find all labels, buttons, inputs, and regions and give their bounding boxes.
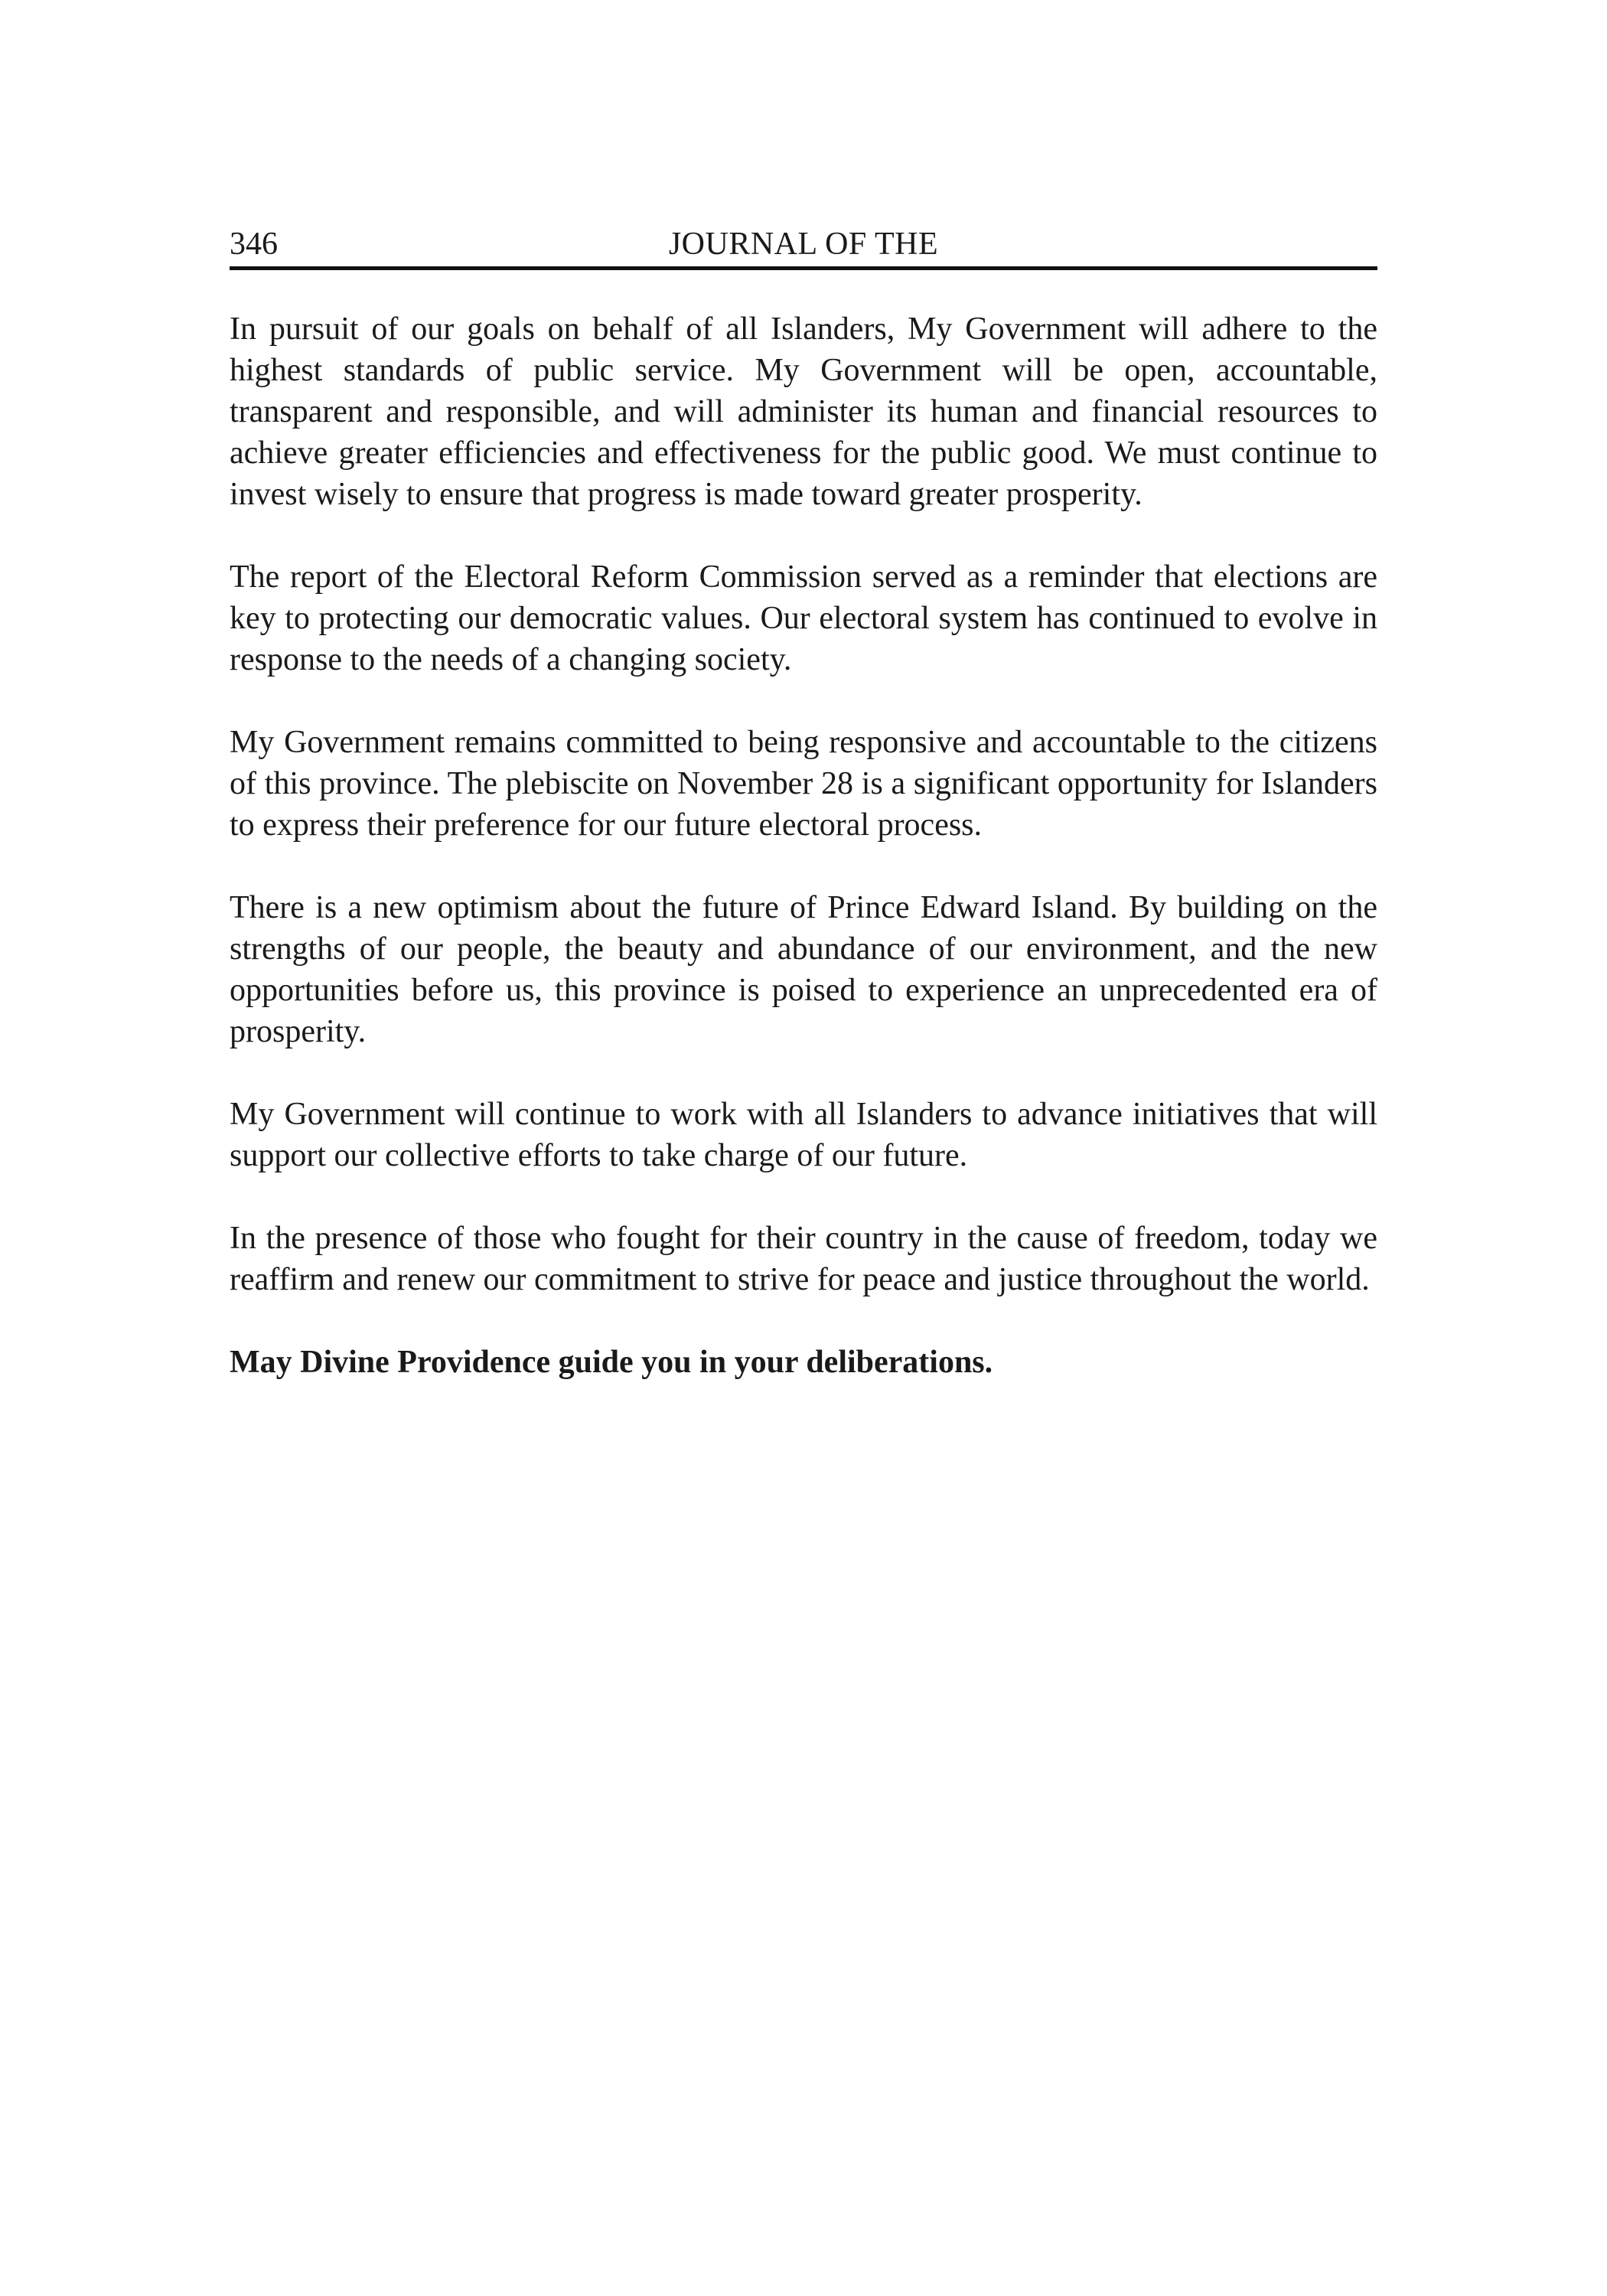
paragraph-plebiscite: My Government remains committed to being responsive and accountable to the citizens of this province. The plebiscite on November 28 is a significant opportunity for Islanders to express their preference for our future electoral process. [230, 725, 1377, 843]
running-head [230, 222, 1377, 270]
body-text [230, 308, 1377, 1383]
paragraph-public-service: In pursuit of our goals on behalf of all Islanders, My Government will adhere to the highest standards of public service. My Government will be open, accountable, transparent and responsible, and will administer its human and financial resources to achieve greater efficiencies and effectiveness for the public good. We must continue to invest wisely to ensure that progress is made toward greater prosperity. [230, 311, 1377, 512]
paragraph-initiatives: My Government will continue to work with all Islanders to advance initiatives that will support our collective efforts to take charge of our future. [230, 1097, 1377, 1173]
paragraph-remembrance: In the presence of those who fought for their country in the cause of freedom, today we reaffirm and renew our commitment to strive for peace and justice throughout the world. [230, 1221, 1377, 1297]
paragraph-electoral-reform: The report of the Electoral Reform Commission served as a reminder that elections are key to protecting our democratic values. Our electoral system has continued to evolve in response to the needs of a changing society. [230, 559, 1377, 677]
journal-page [230, 222, 1377, 1424]
journal-title: JOURNAL OF THE [668, 227, 939, 262]
closing-statement: May Divine Providence guide you in your deliberations. [230, 1345, 993, 1380]
page-number: 346 [230, 227, 278, 262]
paragraph-optimism: There is a new optimism about the future of Prince Edward Island. By building on the strengths of our people, the beauty and abundance of our environment, and the new opportunities before us, this province is poised to experience an unprecedented era of prosperity. [230, 890, 1377, 1049]
